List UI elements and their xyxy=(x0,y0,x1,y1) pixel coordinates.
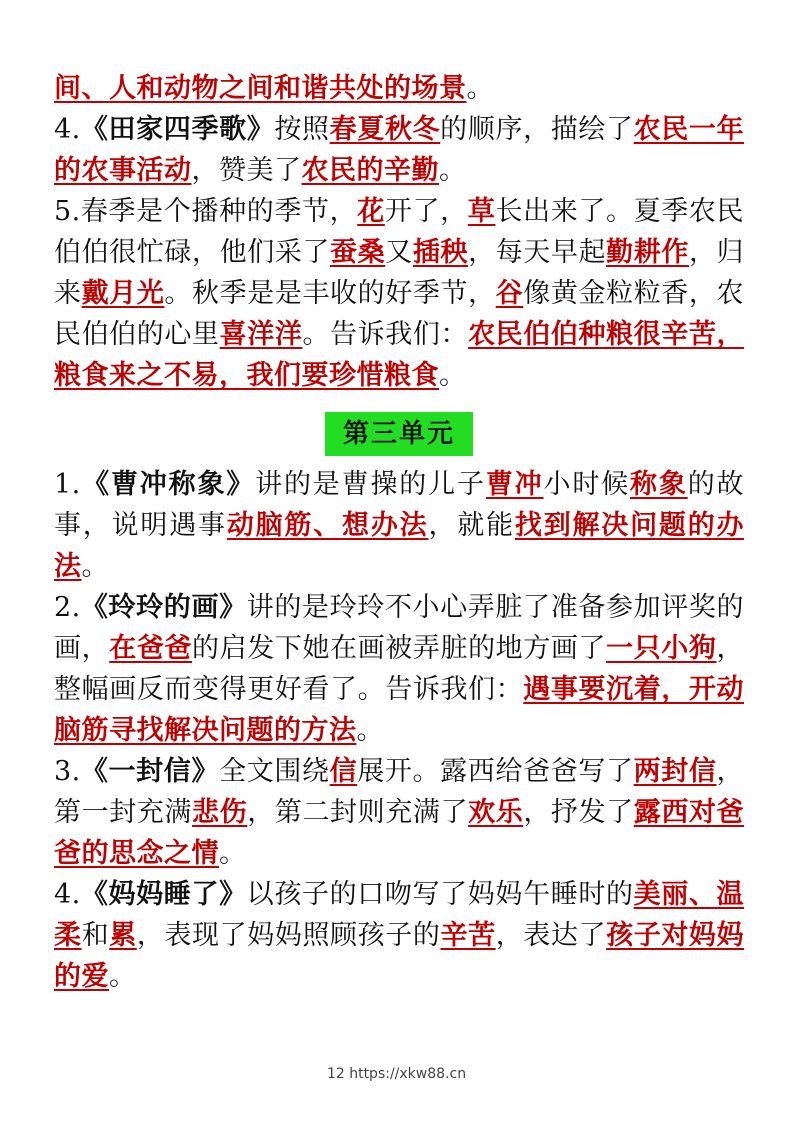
body-text: ，第二封则充满了 xyxy=(247,797,469,828)
body-text: ，每天早起 xyxy=(468,237,607,268)
key-phrase: 花 xyxy=(357,196,385,227)
lesson-title: 《玲玲的画》 xyxy=(80,592,247,623)
body-text: 又 xyxy=(385,237,413,268)
body-text: 4. xyxy=(54,114,81,145)
page-footer: 12 https://xkw88.cn xyxy=(326,1066,467,1082)
body-text: 开了， xyxy=(384,196,468,227)
key-phrase: 动脑筋、想办法 xyxy=(226,510,429,541)
body-text: 讲的是曹操的儿子 xyxy=(255,469,486,500)
lesson-title: 《妈妈睡了》 xyxy=(80,879,247,910)
key-phrase: 两封信 xyxy=(633,756,717,787)
body-text: 1. xyxy=(54,469,81,500)
body-text: ，整幅画反而变得更好看了。告诉我们： xyxy=(54,633,745,705)
body-text: 和 xyxy=(81,920,110,951)
unit-three-notes xyxy=(54,464,744,997)
body-text: 。 xyxy=(109,961,137,992)
key-phrase: 蚕桑 xyxy=(330,237,386,268)
key-phrase: 辛苦 xyxy=(440,920,496,951)
body-text: 像黄金粒粒香，农民伯伯的心里 xyxy=(54,278,745,350)
key-phrase: 找到解决问题的办法 xyxy=(54,510,745,582)
body-text: 2. xyxy=(54,592,81,623)
paragraph xyxy=(54,464,744,587)
body-text: 以孩子的口吻写了妈妈午睡时的 xyxy=(246,879,634,910)
body-text: 4. xyxy=(54,879,81,910)
lesson-title: 《田家四季歌》 xyxy=(80,114,275,145)
paragraph xyxy=(54,191,744,396)
body-text: 。 xyxy=(439,155,467,186)
body-text: ，归来 xyxy=(54,237,745,309)
key-phrase: 称象 xyxy=(630,469,688,500)
section-heading-wrap xyxy=(54,412,744,456)
body-text: ，就能 xyxy=(428,510,515,541)
paragraph xyxy=(54,874,744,997)
key-phrase: 信 xyxy=(329,756,358,787)
key-phrase: 曹冲 xyxy=(485,469,544,500)
body-text: ，抒发了 xyxy=(523,797,634,828)
paragraph xyxy=(54,751,744,874)
key-phrase: 美丽、温柔 xyxy=(54,879,745,951)
key-phrase: 在爸爸 xyxy=(109,633,193,664)
key-phrase: 农民伯伯种粮很辛苦，粮食来之不易，我们要珍惜粮食 xyxy=(54,319,744,391)
key-phrase: 谷 xyxy=(495,278,524,309)
key-phrase: 欢乐 xyxy=(468,797,524,828)
body-text: 小时候 xyxy=(543,469,631,500)
body-text: 3. xyxy=(54,756,81,787)
body-text: ，第一封充满 xyxy=(54,756,745,828)
body-text: ，赞美了 xyxy=(191,155,302,186)
paragraph xyxy=(54,587,744,751)
body-text: 。 xyxy=(466,73,494,104)
paragraph xyxy=(54,68,744,109)
document-body xyxy=(54,68,744,997)
body-text: 展开。露西给爸爸写了 xyxy=(357,756,634,787)
body-text: 的故事，说明遇事 xyxy=(54,469,745,541)
key-phrase: 遇事要沉着，开动脑筋寻找解决问题的方法 xyxy=(54,674,745,746)
body-text: 的启发下她在画被弄脏的地方画了 xyxy=(192,633,607,664)
body-text: 长出来了。夏季农民伯伯很忙碌，他们采了 xyxy=(54,196,745,268)
key-phrase: 春夏秋冬 xyxy=(329,114,441,145)
body-text: 按照 xyxy=(274,114,330,145)
body-text: 讲的是玲玲不小心弄脏了准备参加评奖的画， xyxy=(54,592,745,664)
body-text: 5.春季是个播种的季节， xyxy=(54,196,358,227)
key-phrase: 喜洋洋 xyxy=(219,319,303,350)
body-text: 。秋季是是丰收的好季节， xyxy=(164,278,496,309)
body-text: 全文围绕 xyxy=(219,756,330,787)
body-text: 。告诉我们： xyxy=(302,319,469,350)
key-phrase: 农民一年的农事活动 xyxy=(54,114,745,186)
body-text: 的顺序，描绘了 xyxy=(440,114,634,145)
key-phrase: 间、人和动物之间和谐共处的场景 xyxy=(54,73,467,104)
body-text: 。 xyxy=(219,838,247,869)
section-heading: 第三单元 xyxy=(325,412,473,456)
key-phrase: 勤耕作 xyxy=(606,237,689,268)
key-phrase: 戴月光 xyxy=(81,278,165,309)
key-phrase: 累 xyxy=(109,920,137,951)
key-phrase: 草 xyxy=(467,196,496,227)
body-text: 。 xyxy=(81,551,109,582)
lesson-title: 《一封信》 xyxy=(80,756,220,787)
lesson-title: 《曹冲称象》 xyxy=(80,469,256,500)
key-phrase: 悲伤 xyxy=(192,797,248,828)
body-text: ，表现了妈妈照顾孩子的 xyxy=(136,920,441,951)
key-phrase: 一只小狗 xyxy=(606,633,717,664)
key-phrase: 农民的辛勤 xyxy=(301,155,439,186)
body-text: 。 xyxy=(439,360,467,391)
body-text: ，表达了 xyxy=(495,920,607,951)
body-text: 。 xyxy=(356,715,384,746)
paragraph xyxy=(54,109,744,191)
key-phrase: 孩子对妈妈的爱 xyxy=(54,920,745,992)
unit-two-notes xyxy=(54,68,744,396)
key-phrase: 露西对爸爸的思念之情 xyxy=(54,797,745,869)
key-phrase: 插秧 xyxy=(412,237,469,268)
